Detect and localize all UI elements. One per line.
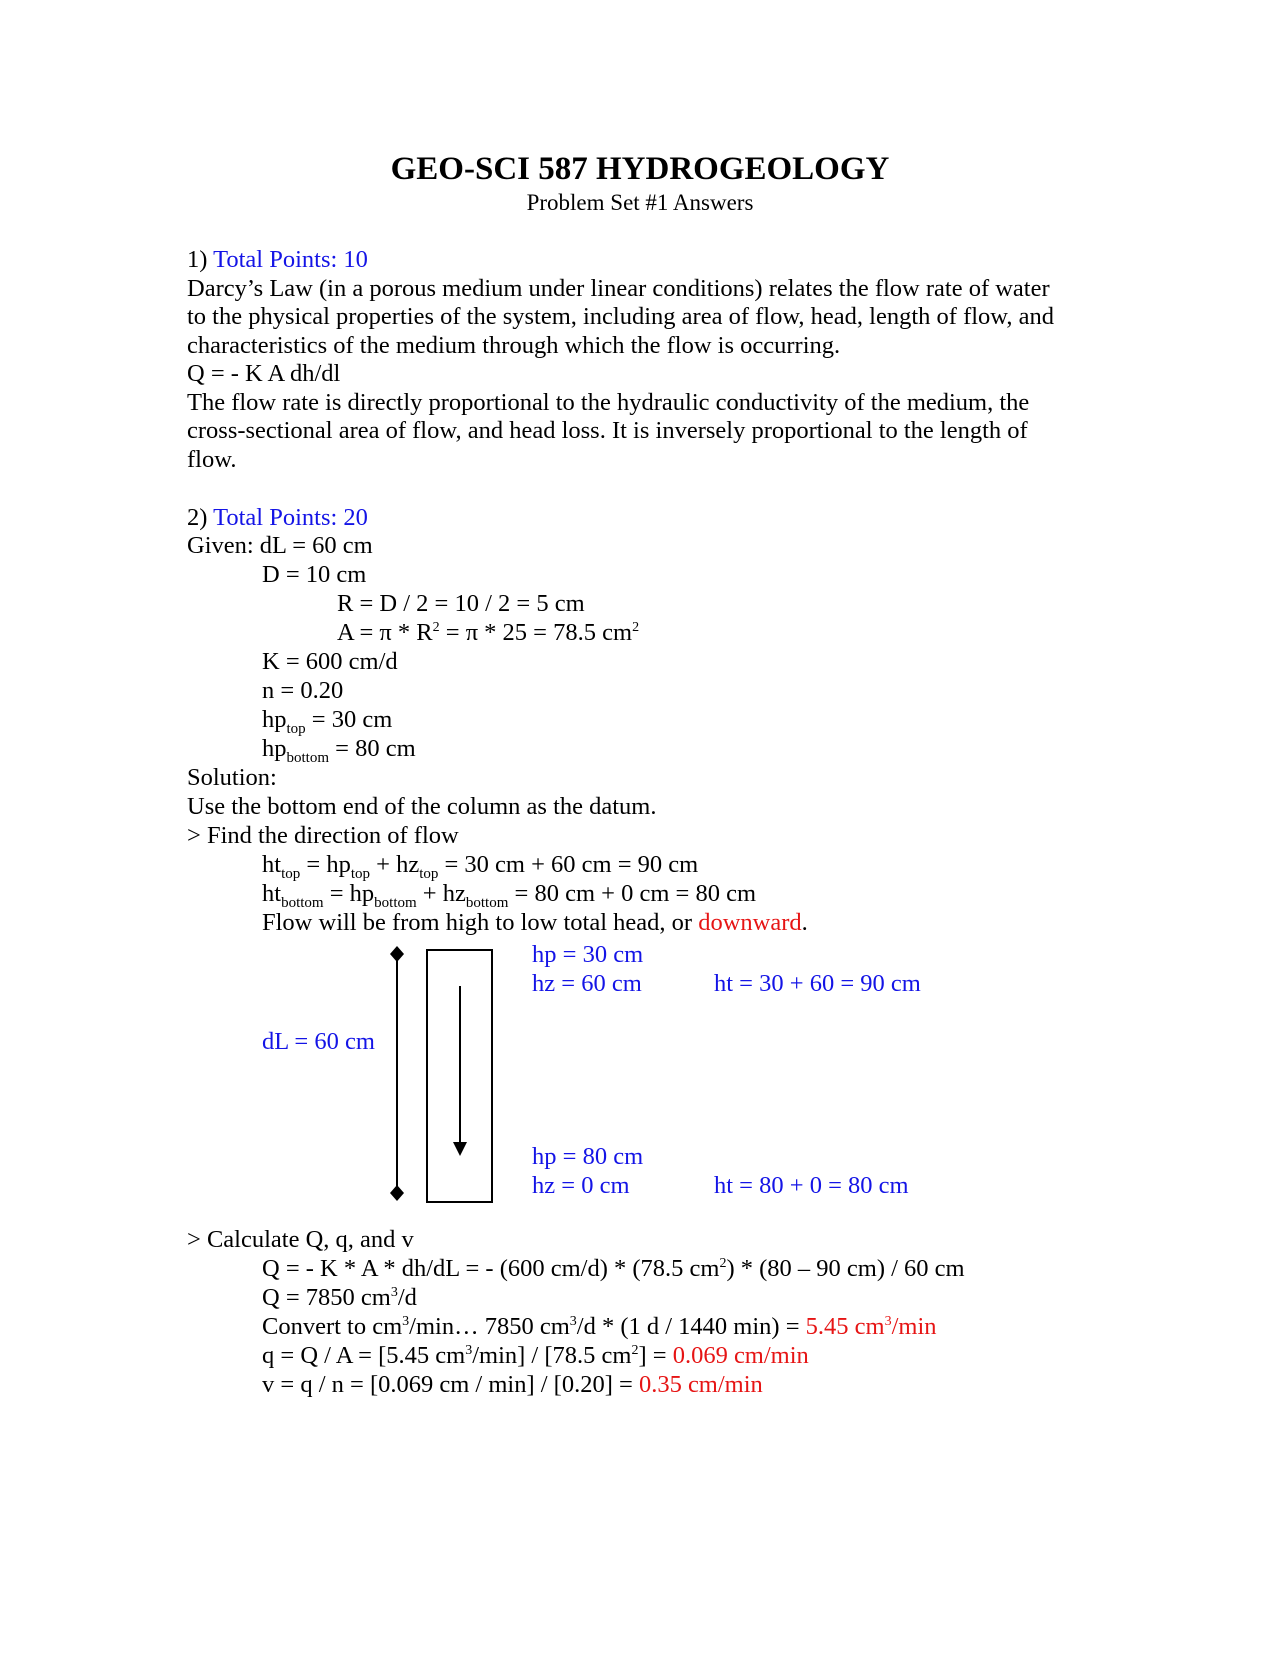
flow-word: downward [698, 909, 802, 936]
hp-symbol: hp [262, 735, 287, 762]
hp-top-value: = 30 cm [305, 706, 393, 733]
q1-para1-line3: characteristics of the medium through which the flow is occurring. [187, 332, 841, 359]
given-dl: Given: dL = 60 cm [187, 532, 373, 559]
solution-label: Solution: [187, 764, 277, 791]
q1-number: 1) [187, 246, 214, 273]
dl-bottom-marker [390, 1185, 404, 1201]
page-subtitle: Problem Set #1 Answers [526, 190, 754, 215]
area-exp-2: 2 [632, 620, 640, 635]
calc-q-result [262, 1283, 417, 1312]
exp-3: 3 [402, 1314, 410, 1329]
q1-equation: Q = - K A dh/dl [187, 360, 341, 387]
given-k: K = 600 cm/d [262, 648, 398, 675]
conv-c: /d * (1 d / 1440 min) = [576, 1313, 806, 1340]
calc-q2-a: Q = 7850 cm [262, 1284, 391, 1311]
given-d: D = 10 cm [262, 561, 367, 588]
sub-top: top [350, 866, 370, 882]
equals: = [323, 880, 350, 907]
q-c: ] = [638, 1342, 673, 1369]
hp-bottom-value: = 80 cm [329, 735, 416, 762]
exp-3: 3 [884, 1314, 892, 1329]
area-exp-1: 2 [432, 620, 440, 635]
v-velocity-line [262, 1370, 763, 1399]
calc-q2-b: /d [397, 1284, 417, 1311]
sub-bottom: bottom [281, 895, 324, 911]
ht-top-result: = 30 cm + 60 cm = 90 cm [438, 851, 699, 878]
calc-q1-a: Q = - K * A * dh/dL = - (600 cm/d) * (78.5 cm [262, 1255, 720, 1282]
ht-bottom-result: = 80 cm + 0 cm = 80 cm [508, 880, 757, 907]
q2-points: Total Points: 20 [213, 504, 368, 531]
hp-symbol: hp [262, 706, 287, 733]
convert-line [262, 1312, 937, 1341]
v-result: 0.35 cm/min [638, 1371, 763, 1398]
q2-number: 2) [187, 504, 214, 531]
conv-res-a: 5.45 cm [805, 1313, 885, 1340]
exp-2: 2 [719, 1256, 727, 1271]
hz-symbol: hz [396, 851, 420, 878]
bottom-ht-label: ht = 80 + 0 = 80 cm [714, 1172, 909, 1199]
given-r: R = D / 2 = 10 / 2 = 5 cm [337, 590, 585, 617]
datum-text: Use the bottom end of the column as the datum. [187, 793, 657, 820]
v-a: v = q / n = [0.069 cm / min] / [0.20] = [262, 1371, 639, 1398]
q1-para1-line2: to the physical properties of the system, including area of flow, head, length of flow, and [187, 303, 1055, 330]
conv-result [806, 1313, 937, 1340]
bottom-hz-label: hz = 0 cm [532, 1172, 630, 1199]
exp-3: 3 [569, 1314, 577, 1329]
sub-bottom: bottom [465, 895, 509, 911]
sub-bottom: bottom [286, 750, 330, 766]
calc-q1-b: ) * (80 – 90 cm) / 60 cm [726, 1255, 965, 1282]
conv-a: Convert to cm [262, 1313, 403, 1340]
conv-res-b: /min [891, 1313, 937, 1340]
q-result: 0.069 cm/min [672, 1342, 809, 1369]
conv-b: /min… 7850 cm [409, 1313, 570, 1340]
page-title: GEO-SCI 587 HYDROGEOLOGY [390, 151, 890, 187]
area-part-b: = π * 25 = 78.5 cm [439, 619, 633, 646]
calc-q-equation [262, 1254, 965, 1283]
q1-points: Total Points: 10 [213, 246, 368, 273]
given-n: n = 0.20 [262, 677, 344, 704]
calc-heading: > Calculate Q, q, and v [187, 1226, 414, 1253]
exp-3: 3 [465, 1343, 473, 1358]
q-flux-line [262, 1341, 809, 1370]
ht-symbol: ht [262, 851, 282, 878]
hp-symbol: hp [349, 880, 375, 907]
ht-symbol: ht [262, 880, 282, 907]
sub-top: top [419, 866, 439, 882]
top-ht-label: ht = 30 + 60 = 90 cm [714, 970, 921, 997]
equals: = [300, 851, 327, 878]
find-direction: > Find the direction of flow [187, 822, 459, 849]
q-b: /min] / [78.5 cm [472, 1342, 632, 1369]
flow-end: . [801, 909, 808, 936]
top-hz-label: hz = 60 cm [532, 970, 642, 997]
sub-top: top [286, 721, 306, 737]
q-a: q = Q / A = [5.45 cm [262, 1342, 466, 1369]
plus: + [369, 851, 397, 878]
q1-para2-line2: cross-sectional area of flow, and head loss. It is inversely proportional to the length of [187, 417, 1028, 444]
dl-label: dL = 60 cm [262, 1028, 375, 1055]
flow-arrow-head [453, 1142, 467, 1156]
exp-3: 3 [390, 1285, 398, 1300]
sub-top: top [281, 866, 301, 882]
q1-para2-line3: flow. [187, 446, 237, 473]
q1-para1-line1: Darcy’s Law (in a porous medium under linear conditions) relates the flow rate of water [187, 275, 1050, 302]
flow-text: Flow will be from high to low total head, or [262, 909, 699, 936]
bottom-hp-label: hp = 80 cm [532, 1143, 644, 1170]
area-part-a: A = π * R [337, 619, 433, 646]
exp-2: 2 [631, 1343, 639, 1358]
hp-symbol: hp [326, 851, 351, 878]
hz-symbol: hz [442, 880, 466, 907]
dl-top-marker [390, 946, 404, 962]
top-hp-label: hp = 30 cm [532, 941, 644, 968]
plus: + [416, 880, 443, 907]
sub-bottom: bottom [374, 895, 417, 911]
q1-para2-line1: The flow rate is directly proportional to the hydraulic conductivity of the medium, the [187, 389, 1030, 416]
